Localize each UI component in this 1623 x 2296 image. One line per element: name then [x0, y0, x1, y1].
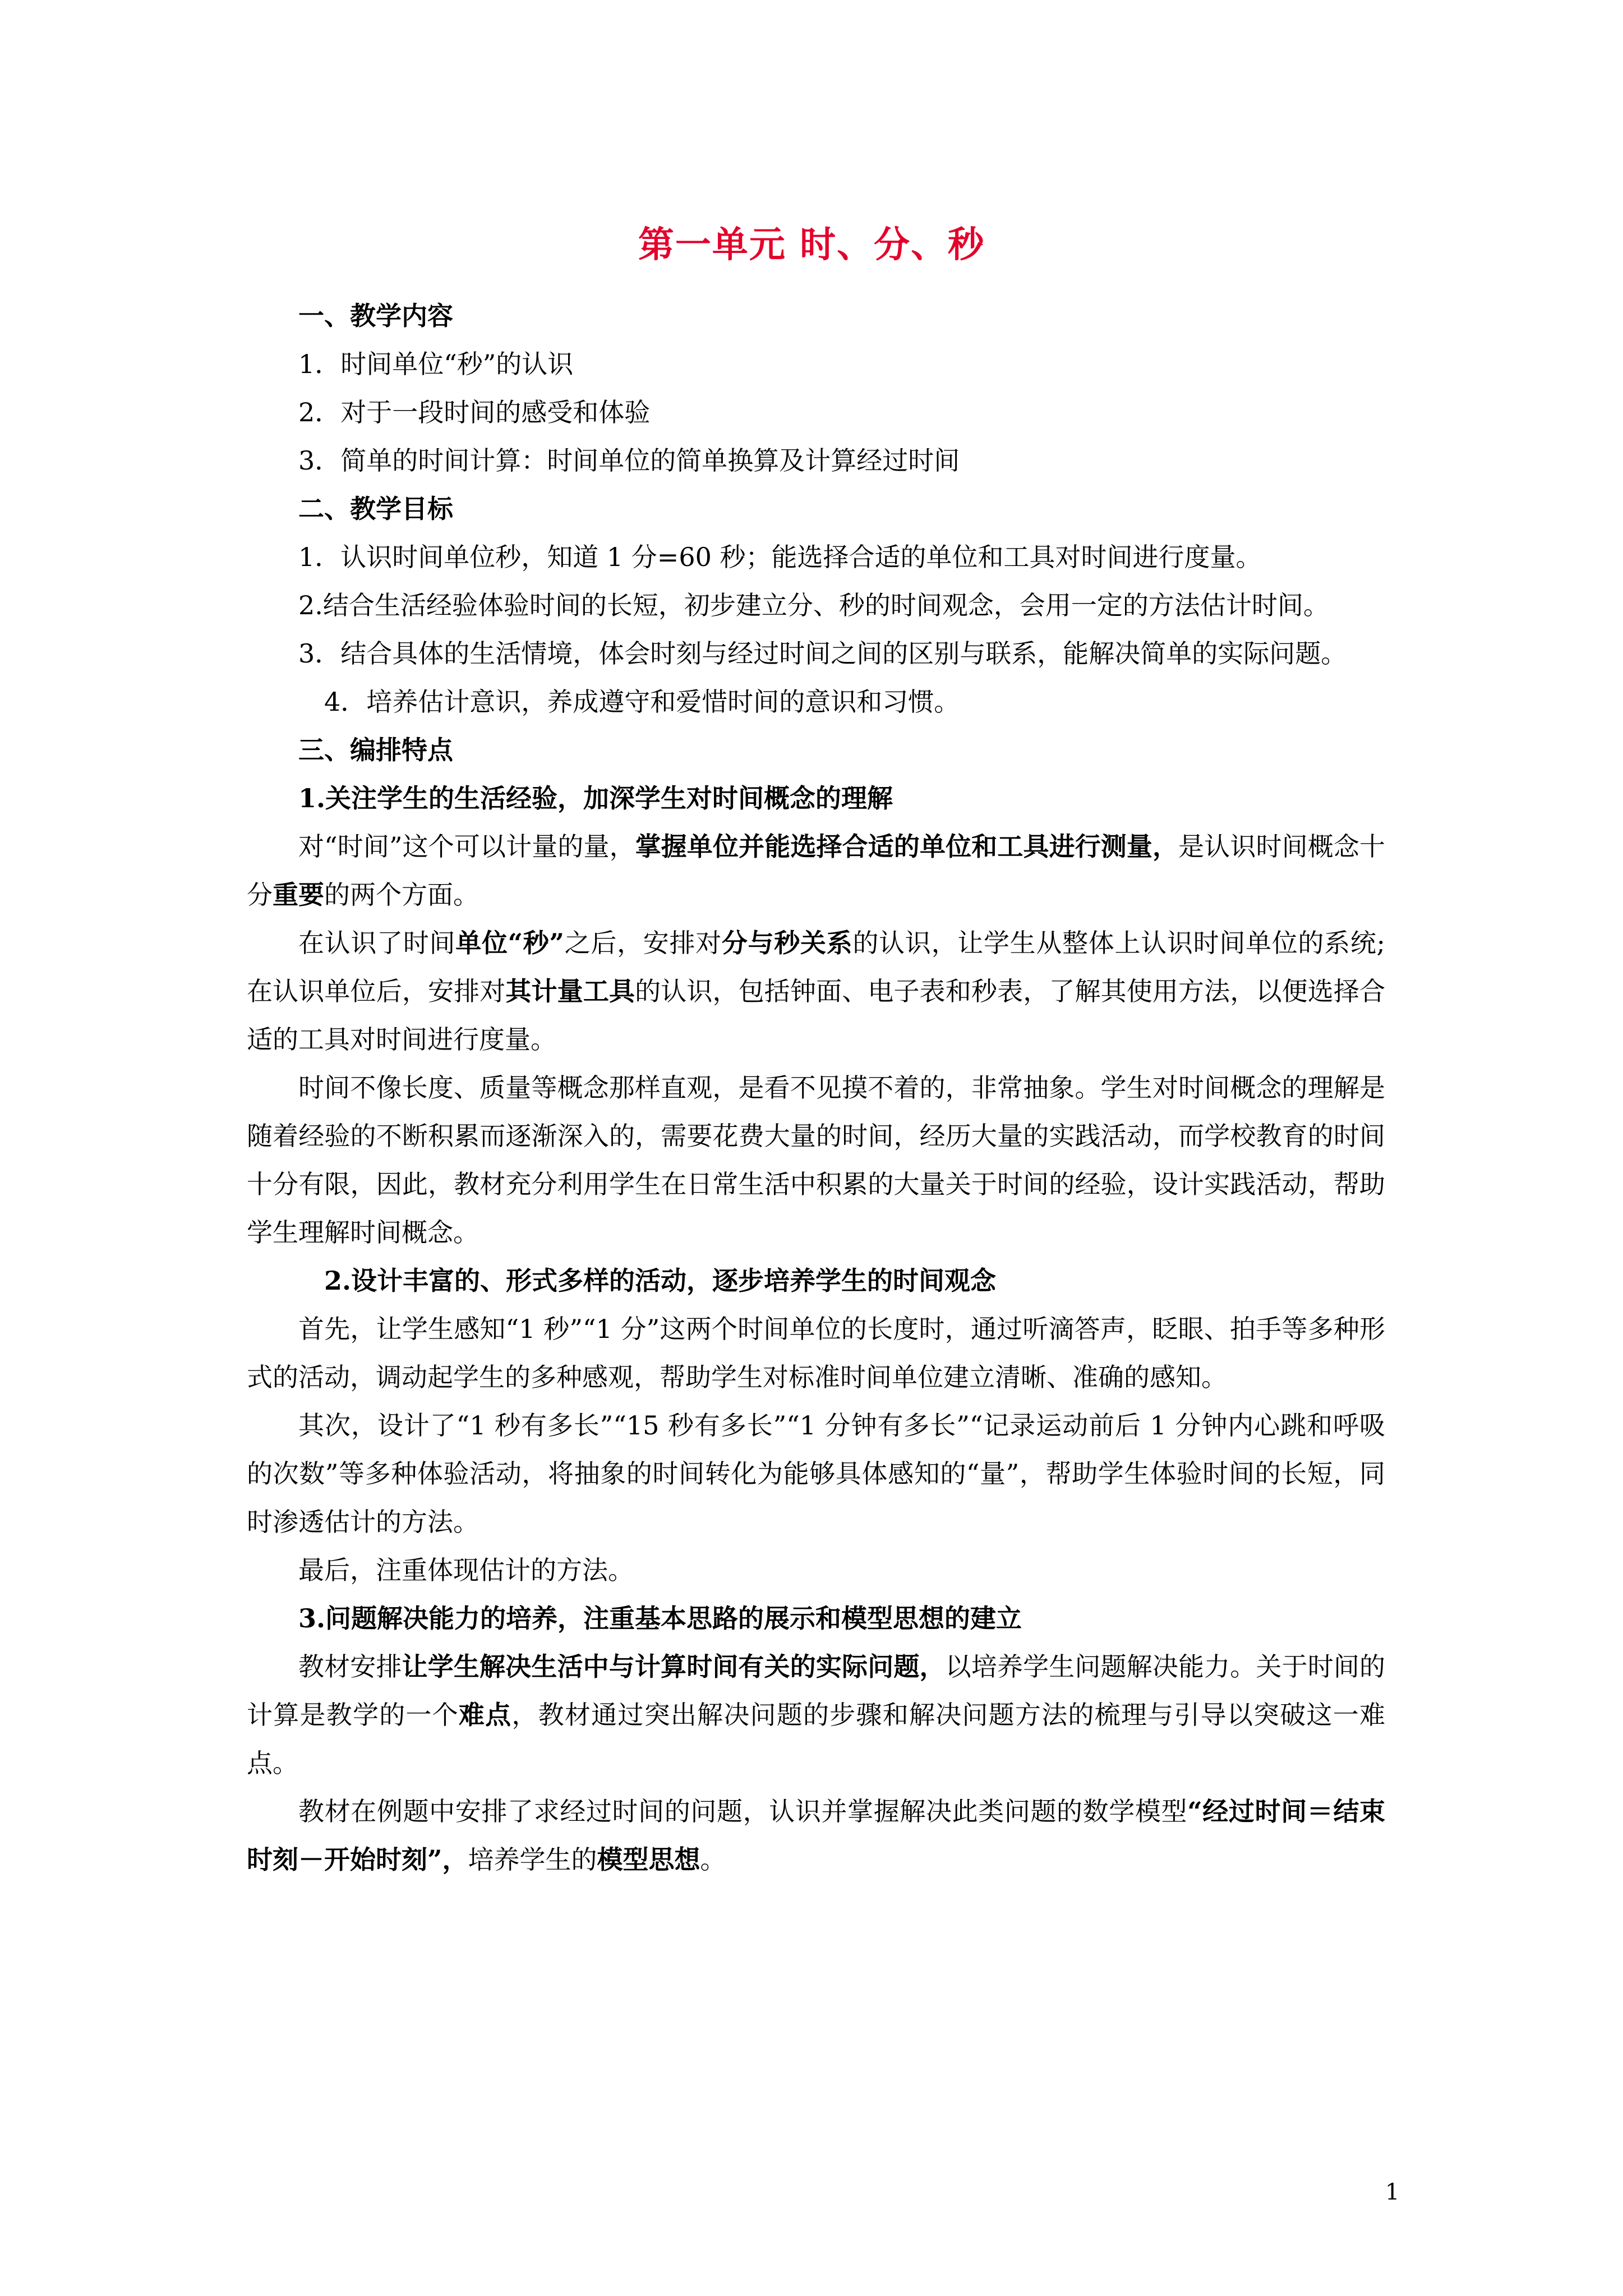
subsection-heading: 2.设计丰富的、形式多样的活动，逐步培养学生的时间观念 [324, 1266, 997, 1296]
document-body [247, 292, 1385, 1884]
paragraph: 时间不像长度、质量等概念那样直观，是看不见摸不着的，非常抽象。学生对时间概念的理解是随着经验的不断积累而逐渐深入的，需要花费大量的时间，经历大量的实践活动，而学校教育的时间十分有限，因此，教材充分利用学生在日常生活中积累的大量关于时间的经验，设计实践活动，帮助学生理解时间概念。 [247, 1073, 1385, 1248]
subsection-heading: 3.问题解决能力的培养，注重基本思路的展示和模型思想的建立 [298, 1603, 1022, 1634]
paragraph: 首先，让学生感知“1 秒”“1 分”这两个时间单位的长度时，通过听滴答声，眨眼、拍手等多种形式的活动，调动起学生的多种感观，帮助学生对标准时间单位建立清晰、准确的感知。 [247, 1314, 1386, 1392]
section-heading: 二、教学目标 [298, 494, 453, 524]
list-item: 2.结合生活经验体验时间的长短，初步建立分、秒的时间观念，会用一定的方法估计时间。 [298, 590, 1329, 620]
list-item: 1．认识时间单位秒，知道 1 分=60 秒；能选择合适的单位和工具对时间进行度量。 [298, 542, 1262, 572]
paragraph: 其次，设计了“1 秒有多长”“15 秒有多长”“1 分钟有多长”“记录运动前后 1 分钟内心跳和呼吸的次数”等多种体验活动，将抽象的时间转化为能够具体感知的“量”，帮助学生体验时间的长短，同时渗透估计的方法。 [247, 1410, 1385, 1537]
list-item: 3．结合具体的生活情境，体会时刻与经过时间之间的区别与联系，能解决简单的实际问题。 [298, 638, 1347, 669]
paragraph: 最后，注重体现估计的方法。 [298, 1555, 634, 1585]
list-item: 1．时间单位“秒”的认识 [298, 349, 574, 379]
section-heading: 一、教学内容 [298, 301, 453, 331]
paragraph: 教材在例题中安排了求经过时间的问题，认识并掌握解决此类问题的数学模型“经过时间＝结束时刻－开始时刻”，培养学生的模型思想。 [247, 1796, 1386, 1875]
subsection-heading: 1.关注学生的生活经验，加深学生对时间概念的理解 [298, 783, 893, 813]
paragraph: 在认识了时间单位“秒”之后，安排对分与秒关系的认识，让学生从整体上认识时间单位的系统; 在认识单位后，安排对其计量工具的认识，包括钟面、电子表和秒表，了解其使用方法，以便选择合适的工具对时间进行度量。 [247, 928, 1386, 1055]
paragraph: 对“时间”这个可以计量的量，掌握单位并能选择合适的单位和工具进行测量，是认识时间概念十分重要的两个方面。 [247, 831, 1385, 910]
list-item: 4．培养估计意识，养成遵守和爱惜时间的意识和习惯。 [324, 687, 960, 717]
list-item: 3．简单的时间计算：时间单位的简单换算及计算经过时间 [298, 445, 960, 476]
list-item: 2．对于一段时间的感受和体验 [298, 397, 651, 427]
paragraph: 教材安排让学生解决生活中与计算时间有关的实际问题，以培养学生问题解决能力。关于时间的计算是教学的一个难点，教材通过突出解决问题的步骤和解决问题方法的梳理与引导以突破这一难点。 [247, 1651, 1386, 1778]
section-heading: 三、编排特点 [298, 735, 453, 765]
page-number: 1 [1385, 2179, 1400, 2205]
page-title: 第一单元 时、分、秒 [638, 224, 985, 266]
